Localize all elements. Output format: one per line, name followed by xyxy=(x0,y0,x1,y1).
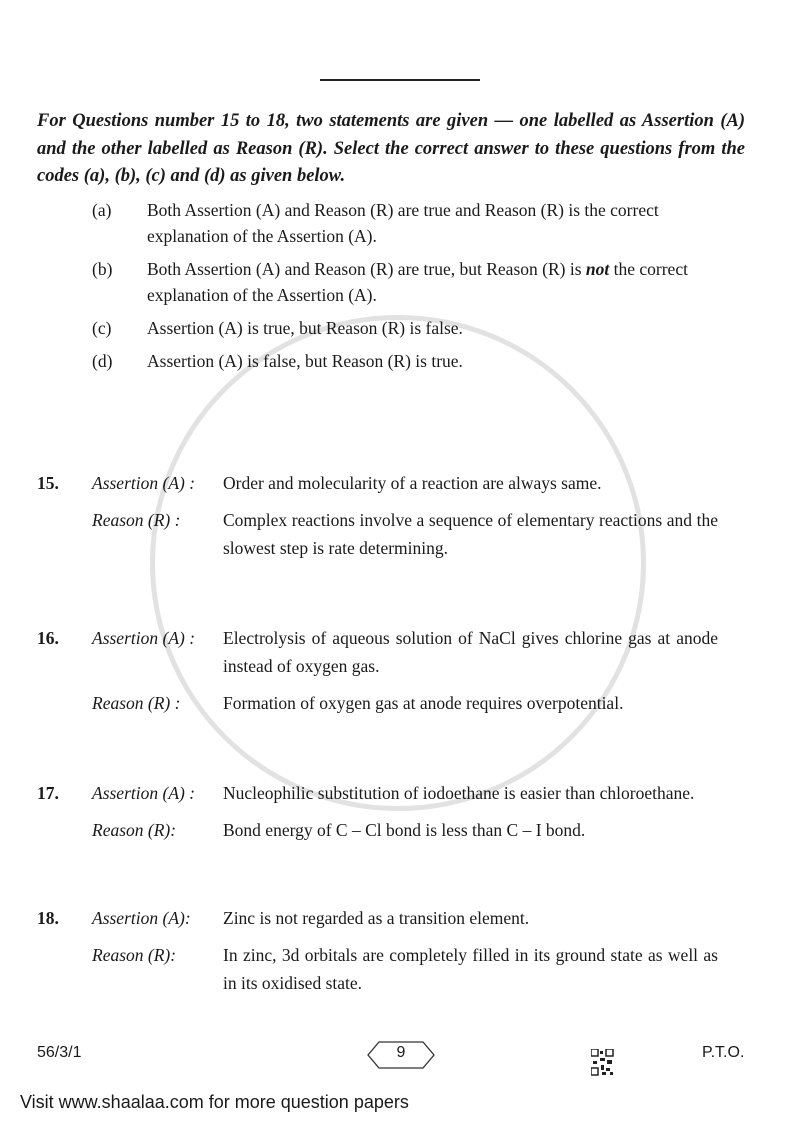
qr-code-icon xyxy=(591,1049,615,1077)
option-text xyxy=(147,256,722,308)
reason-text: Formation of oxygen gas at anode requires overpotential. xyxy=(223,692,624,713)
option-b xyxy=(92,256,722,308)
reason-label: Reason (R) : xyxy=(92,509,181,530)
option-c xyxy=(92,315,722,341)
top-rule xyxy=(320,79,480,81)
option-text: Assertion (A) is false, but Reason (R) is true. xyxy=(147,350,463,371)
question-number: 18. xyxy=(37,907,59,928)
reason-text: Bond energy of C – Cl bond is less than C – I bond. xyxy=(223,819,586,840)
paper-code: 56/3/1 xyxy=(37,1044,82,1061)
question-15 xyxy=(37,469,727,562)
reason-label: Reason (R): xyxy=(92,944,177,965)
assertion-text: Electrolysis of aqueous solution of NaCl gives chlorine gas at anode instead of oxygen gas. xyxy=(223,627,718,676)
page-content xyxy=(37,108,745,997)
assertion-label: Assertion (A): xyxy=(92,907,191,928)
option-a xyxy=(92,197,722,249)
assertion-label: Assertion (A) : xyxy=(92,782,196,803)
assertion-label: Assertion (A) : xyxy=(92,472,196,493)
option-emphasis: not xyxy=(585,258,610,279)
option-text: Both Assertion (A) and Reason (R) are true and Reason (R) is the correct explanation of the Assertion (A). xyxy=(147,199,659,246)
question-18 xyxy=(37,904,727,997)
instructions: For Questions number 15 to 18, two statements are given — one labelled as Assertion (A) and the other labelled as Reason (R). Select the correct answer to these questions from the codes (a), (b), (c) and (d) as given below. xyxy=(37,111,745,186)
assertion-text: Nucleophilic substitution of iodoethane is easier than chloroethane. xyxy=(223,782,695,803)
option-text-part: Both Assertion (A) and Reason (R) are true, but Reason (R) is xyxy=(147,258,586,279)
option-key: (d) xyxy=(92,350,113,371)
reason-label: Reason (R) : xyxy=(92,692,181,713)
question-number: 15. xyxy=(37,472,59,493)
please-turn-over: P.T.O. xyxy=(702,1044,745,1061)
visit-link[interactable]: Visit www.shaalaa.com for more question papers xyxy=(20,1092,409,1112)
question-16 xyxy=(37,624,727,717)
question-17 xyxy=(37,779,727,844)
option-key: (b) xyxy=(92,258,113,279)
assertion-text: Order and molecularity of a reaction are always same. xyxy=(223,472,602,493)
question-number: 17. xyxy=(37,782,59,803)
assertion-label: Assertion (A) : xyxy=(92,627,196,648)
question-number: 16. xyxy=(37,627,59,648)
page-number: 9 xyxy=(396,1044,406,1061)
option-text: Assertion (A) is true, but Reason (R) is false. xyxy=(147,317,463,338)
reason-text: Complex reactions involve a sequence of elementary reactions and the slowest step is rate determining. xyxy=(223,509,718,558)
reason-text: In zinc, 3d orbitals are completely filled in its ground state as well as in its oxidised state. xyxy=(223,944,718,993)
option-d xyxy=(92,348,722,374)
option-key: (a) xyxy=(92,199,112,220)
reason-label: Reason (R): xyxy=(92,819,177,840)
assertion-text: Zinc is not regarded as a transition element. xyxy=(223,907,530,928)
option-text-part: the correct explanation of the Assertion (A). xyxy=(147,258,688,305)
option-key: (c) xyxy=(92,317,112,338)
